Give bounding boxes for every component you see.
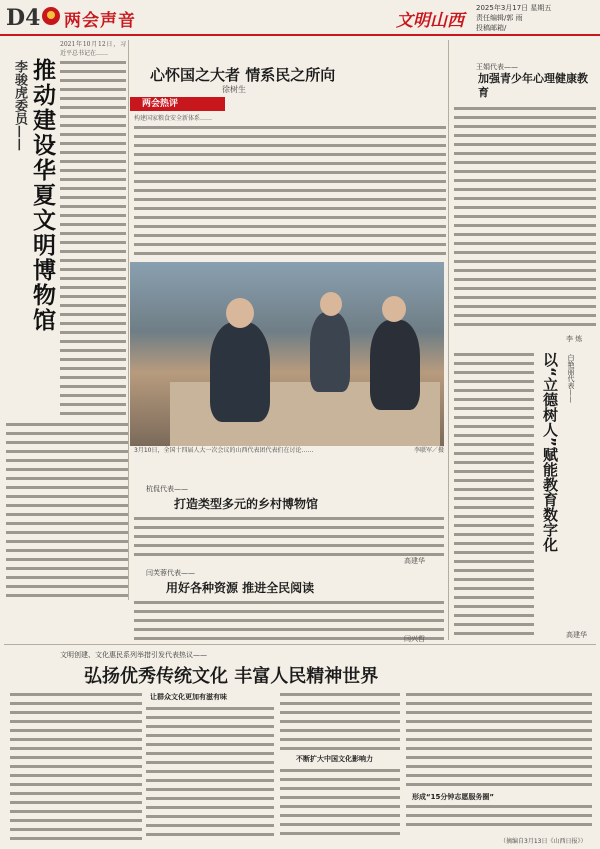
photo-person-head [382, 296, 406, 322]
page-header [0, 0, 600, 36]
bottom-subhead: 让群众文化更加有滋有味 [150, 693, 227, 701]
bottom-subhead: 不断扩大中国文化影响力 [296, 755, 373, 763]
mid-right-body [134, 598, 444, 640]
photo-person-head [226, 298, 254, 328]
bottom-body-col-4a [406, 690, 592, 790]
bottom-body-col-1 [10, 690, 142, 840]
bottom-source: （摘编自3月13日《山西日报》） [500, 838, 587, 845]
right-top-body [454, 104, 596, 332]
photo-person-head [320, 292, 342, 316]
right-bottom-body [454, 350, 534, 640]
commentary-banner: 两会热评 [130, 97, 225, 111]
bottom-headline: 弘扬优秀传统文化 丰富人民精神世界 [84, 666, 379, 687]
photo-person [310, 312, 350, 392]
meeting-photo [130, 262, 444, 446]
bottom-body-col-2 [146, 704, 274, 840]
mid-left-body [134, 514, 444, 562]
column-headline: 心怀国之大者 情系民之所向 [150, 66, 336, 84]
bottom-subhead: 形成“15分钟志愿服务圈” [412, 793, 494, 801]
right-bottom-kicker: 白艳丽代表—— [567, 354, 575, 403]
bottom-body-col-3a [280, 690, 400, 750]
page-number: D4 [6, 5, 41, 31]
bottom-body-col-3b [280, 766, 400, 840]
mid-left-kicker: 杭侃代表—— [146, 485, 188, 493]
column-body-intro: 构建国家粮食安全新体系…… [134, 115, 213, 122]
lead-headline: 推动建设华夏文明博物馆 [29, 58, 56, 333]
lead-body-lines [60, 58, 126, 478]
right-top-reporter: 李 炼 [566, 335, 583, 343]
issue-date: 2025年3月17日 星期五 [476, 4, 552, 12]
photo-person [370, 320, 420, 410]
mid-right-headline: 用好各种资源 推进全民阅读 [166, 581, 315, 595]
lead-body [60, 40, 126, 480]
lead-body-continued [6, 420, 128, 600]
right-top-kicker: 王娟代表—— [476, 63, 518, 71]
section-rule [4, 644, 596, 645]
paper-logo: 文明山西 [396, 11, 464, 31]
photo-caption-block [134, 447, 444, 455]
issue-meta [476, 3, 596, 33]
mid-left-headline: 打造类型多元的乡村博物馆 [174, 497, 319, 511]
column-byline: 徐树生 [222, 85, 246, 94]
column-body-lines [134, 123, 446, 255]
issue-email: 投稿邮箱/ [476, 24, 507, 32]
lead-author: 李骏虎委员—— [12, 60, 27, 151]
section-title: 两会声音 [64, 11, 136, 31]
bottom-body-col-4b [406, 802, 592, 832]
lead-body-intro: 2021年10月12日，习近平总书记在…… [60, 41, 126, 57]
right-bottom-headline: 以“立德树人”赋能教育数字化 [541, 352, 559, 552]
right-top-headline: 加强青少年心理健康教育 [478, 72, 588, 99]
column-rule [128, 40, 129, 600]
photo-credit: 李联军／摄 [413, 447, 444, 454]
issue-editor: 责任编辑/郭 雨 [476, 14, 523, 22]
photo-caption: 3月10日，全国十四届人大一次会议的山西代表团代表们在讨论…… [134, 447, 314, 454]
lead-body-continued-lines [6, 420, 128, 600]
column-rule [448, 40, 449, 640]
mid-right-kicker: 闫芙蓉代表—— [146, 569, 195, 577]
photo-person [210, 322, 270, 422]
column-body [134, 114, 446, 259]
party-emblem-icon [42, 7, 60, 25]
mid-right-reporter: 闫兴哲 [404, 635, 425, 643]
bottom-kicker: 文明创建、文化惠民系列举措引发代表热议—— [60, 651, 207, 659]
mid-left-reporter: 高建华 [404, 557, 425, 565]
right-bottom-reporter: 高建华 [566, 631, 587, 639]
